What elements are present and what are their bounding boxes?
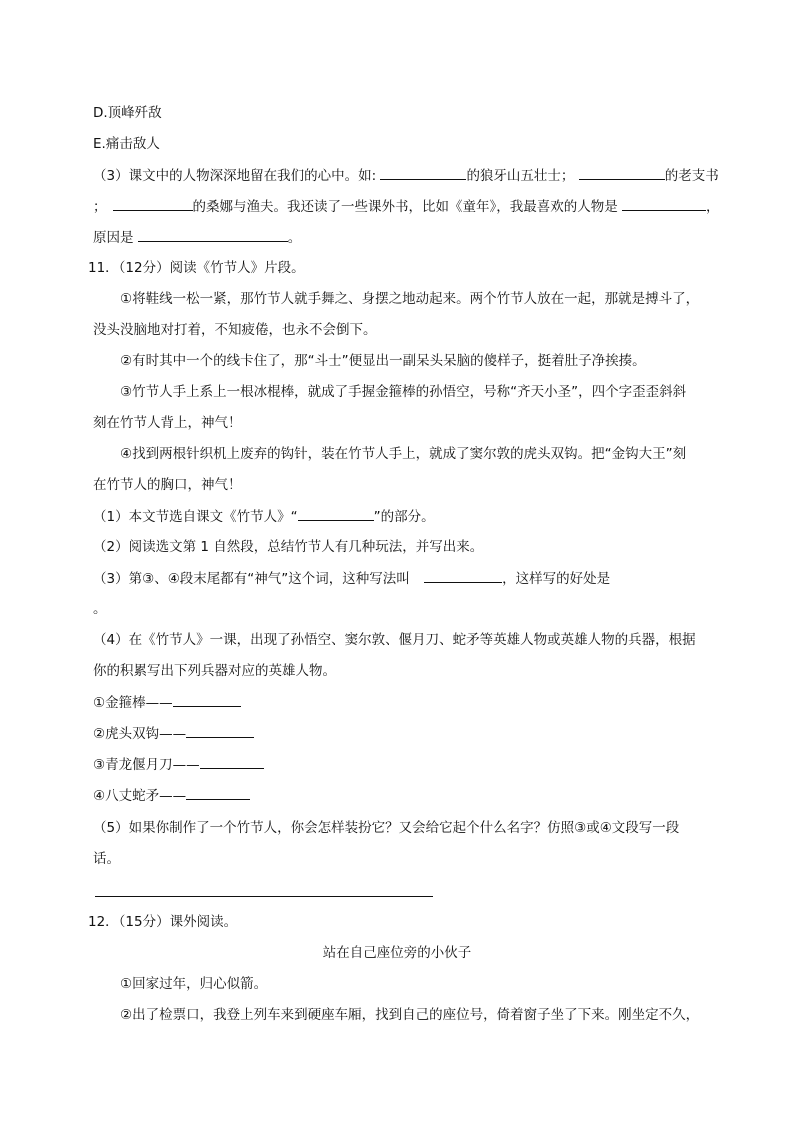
weapon-item-4: ④八丈蛇矛——: [93, 785, 250, 806]
answer-blank[interactable]: [424, 568, 502, 583]
q12-paragraph-1: ①回家过年，归心似箭。: [120, 976, 268, 992]
answer-blank[interactable]: [113, 196, 193, 211]
q11-sub5-line2: 话。: [93, 851, 120, 867]
weapon-item-3: ③青龙偃月刀——: [93, 754, 264, 775]
option-d: D.顶峰歼敌: [93, 105, 162, 121]
q11-sub4-line2: 你的积累写出下列兵器对应的英雄人物。: [93, 663, 336, 679]
q11-sub1: （1）本文节选自课文《竹节人》“ ”的部分。: [93, 506, 435, 527]
q12-paragraph-2: ②出了检票口，我登上列车来到硬座车厢，找到自己的座位号，倚着窗子坐了下来。刚坐定不久，: [120, 1007, 700, 1023]
answer-blank[interactable]: [579, 165, 665, 180]
answer-blank[interactable]: [380, 165, 466, 180]
q11-paragraph-3a: ③竹节人手上系上一根冰棍棒，就成了手握金箍棒的孙悟空，号称“齐天小圣”，四个字歪歪斜斜: [120, 384, 687, 400]
answer-blank[interactable]: [298, 506, 374, 521]
q11-sub4-line1: （4）在《竹节人》一课，出现了孙悟空、窦尔敦、偃月刀、蛇矛等英雄人物或英雄人物的兵器，根据: [93, 632, 696, 648]
q11-sub3-line2: 。: [93, 601, 107, 617]
passage-title: 站在自己座位旁的小伙子: [322, 945, 472, 961]
answer-blank[interactable]: [186, 723, 254, 738]
q11-paragraph-4a: ④找到两根针织机上废弃的钩针，装在竹节人手上，就成了窦尔敦的虎头双钩。把“金钩大王”刻: [120, 446, 687, 462]
q10-sub3-line1: （3）课文中的人物深深地留在我们的心中。如: 的狼牙山五壮士； 的老支书: [93, 165, 719, 186]
answer-blank[interactable]: [186, 785, 250, 800]
q12-heading: 12．（15分）课外阅读。: [88, 914, 238, 930]
answer-blank[interactable]: [622, 196, 706, 211]
q11-paragraph-1b: 没头没脑地对打着，不知疲倦，也永不会倒下。: [93, 322, 377, 338]
q11-heading: 11．（12分）阅读《竹节人》片段。: [88, 260, 305, 276]
option-e: E.痛击敌人: [93, 136, 160, 152]
q11-sub2: （2）阅读选文第 1 自然段，总结竹节人有几种玩法，并写出来。: [93, 539, 484, 555]
q11-paragraph-3b: 刻在竹节人背上，神气！: [93, 415, 242, 431]
q10-sub3-line3: 原因是 。: [93, 227, 301, 248]
answer-blank[interactable]: [138, 227, 288, 242]
q11-paragraph-2: ②有时其中一个的线卡住了，那“斗士”便显出一副呆头呆脑的傻样子，挺着肚子净挨揍。: [120, 353, 646, 369]
answer-blank[interactable]: [173, 692, 241, 707]
weapon-item-2: ②虎头双钩——: [93, 723, 254, 744]
weapon-item-1: ①金箍棒——: [93, 692, 241, 713]
q11-paragraph-4b: 在竹节人的胸口，神气！: [93, 477, 242, 493]
q11-sub3-line1: （3）第③、④段末尾都有“神气”这个词，这种写法叫 ，这样写的好处是: [93, 568, 610, 589]
q11-sub5-line1: （5）如果你制作了一个竹节人，你会怎样装扮它？又会给它起个什么名字？仿照③或④文段写一段: [93, 820, 680, 836]
answer-blank[interactable]: [200, 754, 264, 769]
q10-sub3-line2: ； 的桑娜与渔夫。我还读了一些课外书，比如《童年》，我最喜欢的人物是 ，: [93, 196, 720, 217]
q11-paragraph-1a: ①将鞋线一松一紧，那竹节人就手舞之、身摆之地动起来。两个竹节人放在一起，那就是搏斗了，: [120, 291, 700, 307]
answer-line[interactable]: [95, 896, 433, 897]
